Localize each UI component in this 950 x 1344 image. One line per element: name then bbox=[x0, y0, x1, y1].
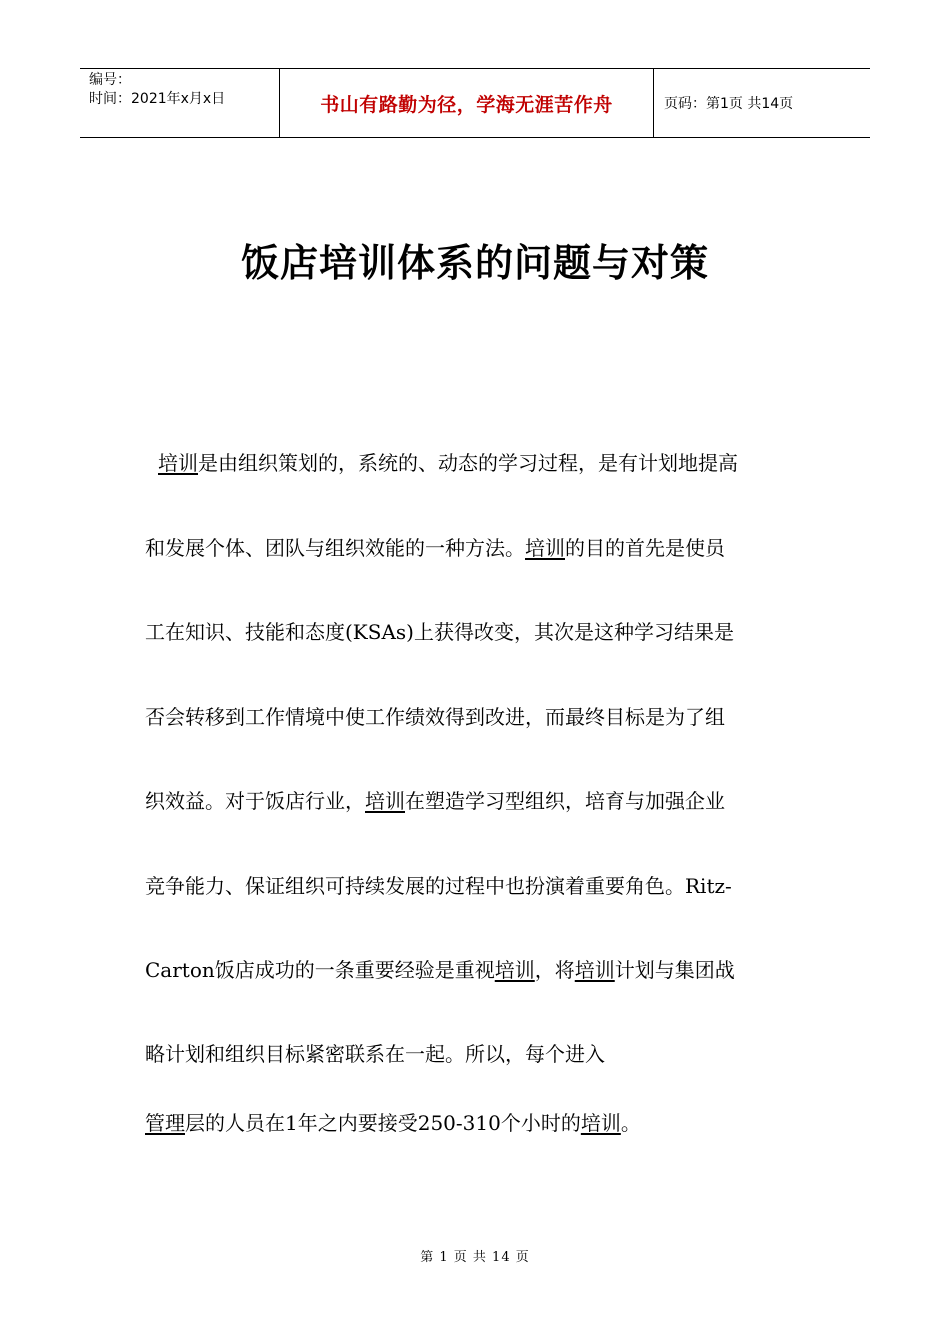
paragraph-text: 工在知识、技能和态度(KSAs)上获得改变，其次是这种学习结果是 bbox=[145, 620, 734, 644]
paragraph-line bbox=[145, 619, 734, 645]
link-training[interactable]: 培训 bbox=[158, 451, 198, 475]
header-page-info: 页码：第1页 共14页 bbox=[664, 96, 794, 112]
document-title: 饭店培训体系的问题与对策 bbox=[240, 241, 709, 285]
paragraph-text: 是由组织策划的，系统的、动态的学习过程，是有计划地提高 bbox=[198, 451, 738, 475]
header-meta-cell bbox=[80, 69, 280, 137]
paragraph-text: 略计划和组织目标紧密联系在一起。所以，每个进入 bbox=[145, 1042, 605, 1066]
paragraph-line bbox=[145, 788, 725, 814]
paragraph-line bbox=[158, 450, 738, 476]
paragraph-text: 和发展个体、团队与组织效能的一种方法。 bbox=[145, 536, 525, 560]
link-training[interactable]: 培训 bbox=[574, 958, 615, 982]
paragraph-text: 在塑造学习型组织，培育与加强企业 bbox=[405, 789, 725, 813]
paragraph-line bbox=[145, 873, 732, 899]
paragraph-text: Carton饭店成功的一条重要经验是重视 bbox=[145, 958, 495, 982]
paragraph-text: ，将 bbox=[534, 958, 575, 982]
paragraph-text: 计划与集团战 bbox=[614, 958, 735, 982]
paragraph-line bbox=[145, 704, 725, 730]
paragraph-text: 的目的首先是使员 bbox=[565, 536, 725, 560]
page-footer: 第 1 页 共 14 页 bbox=[420, 1250, 530, 1265]
document-header bbox=[80, 68, 870, 138]
paragraph-line bbox=[145, 535, 725, 561]
paragraph-text: 否会转移到工作情境中使工作绩效得到改进，而最终目标是为了组 bbox=[145, 705, 725, 729]
paragraph-text: 。 bbox=[620, 1111, 641, 1135]
paragraph-text: 竞争能力、保证组织可持续发展的过程中也扮演着重要角色。Ritz- bbox=[145, 874, 732, 898]
paragraph-line bbox=[145, 1110, 641, 1136]
header-motto: 书山有路勤为径，学海无涯苦作舟 bbox=[280, 69, 654, 137]
link-training[interactable]: 培训 bbox=[365, 789, 405, 813]
link-training[interactable]: 培训 bbox=[494, 958, 535, 982]
paragraph-text: 层的人员在1年之内要接受250-310个小时的 bbox=[185, 1111, 581, 1135]
paragraph-text: 织效益。对于饭店行业， bbox=[145, 789, 365, 813]
link-training[interactable]: 培训 bbox=[580, 1111, 621, 1135]
paragraph-line bbox=[145, 957, 735, 983]
paragraph-line bbox=[145, 1041, 605, 1067]
header-time-label: 时间：2021年x月x日 bbox=[89, 91, 226, 107]
link-training[interactable]: 培训 bbox=[525, 536, 565, 560]
header-number-label: 编号： bbox=[89, 72, 131, 88]
link-management[interactable]: 管理 bbox=[145, 1111, 185, 1135]
